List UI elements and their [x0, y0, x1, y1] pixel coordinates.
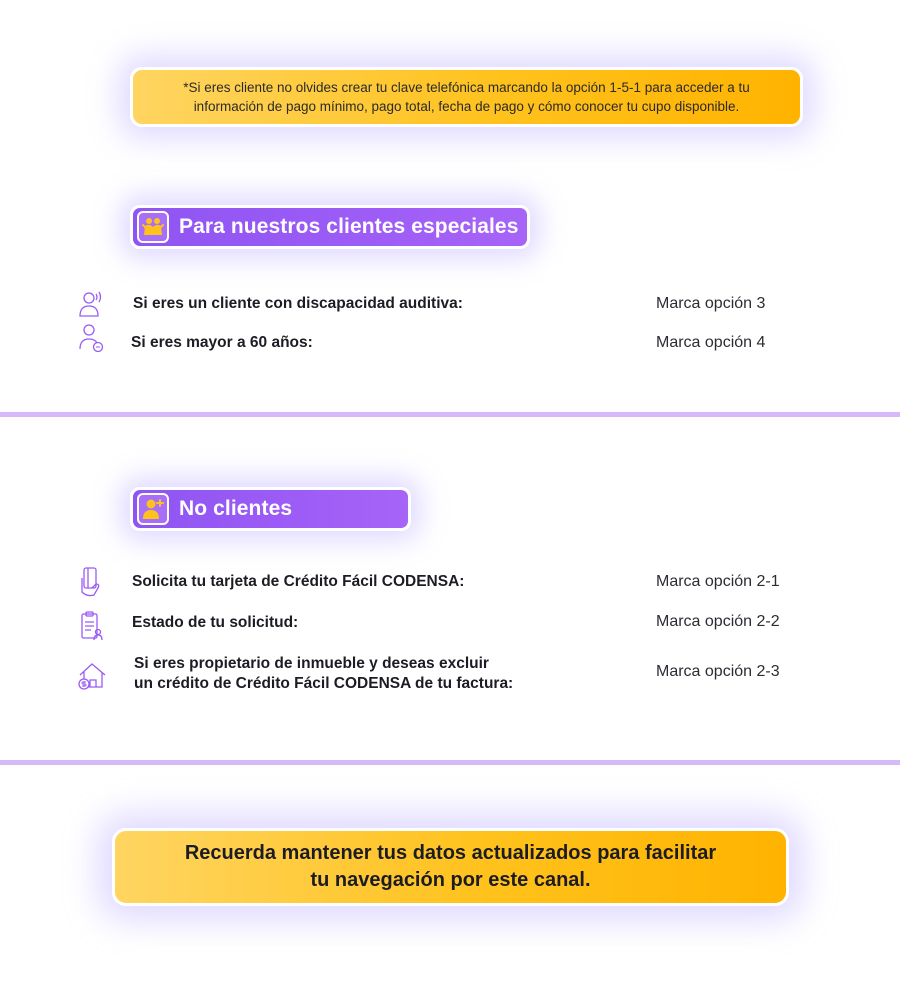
list-item-value: Marca opción 4 — [656, 334, 766, 351]
notice-line-2: información de pago mínimo, pago total, fecha de pago y cómo conocer tu cupo disponible. — [193, 99, 740, 114]
reminder-line-2: tu navegación por este canal. — [310, 869, 591, 891]
list-item-label-line-1: Si eres propietario de inmueble y deseas excluir — [134, 655, 489, 672]
list-item-label: Solicita tu tarjeta de Crédito Fácil CODENSA: — [132, 573, 465, 590]
list-item-value: Marca opción 2-2 — [656, 613, 780, 630]
list-item-value: Marca opción 2-3 — [656, 663, 780, 680]
section-divider — [0, 412, 900, 417]
list-item-value: Marca opción 2-1 — [656, 573, 780, 590]
list-item-label-line-2: un crédito de Crédito Fácil CODENSA de tu factura: — [134, 675, 514, 692]
special-clients-title: Para nuestros clientes especiales — [179, 215, 519, 238]
list-item — [0, 652, 900, 696]
list-item-label — [134, 654, 513, 694]
list-item — [0, 608, 900, 642]
section-divider — [0, 760, 900, 765]
list-item-label: Si eres mayor a 60 años: — [131, 334, 313, 351]
non-clients-title: No clientes — [179, 497, 293, 520]
add-user-icon — [137, 493, 169, 525]
special-clients-header — [130, 205, 530, 249]
list-item — [0, 290, 900, 320]
list-item-label: Si eres un cliente con discapacidad auditiva: — [133, 295, 463, 312]
list-item-value: Marca opción 3 — [656, 295, 766, 312]
list-item-label: Estado de tu solicitud: — [132, 614, 299, 631]
phone-key-notice — [130, 67, 803, 127]
card-hand-icon — [79, 566, 103, 603]
house-money-icon — [76, 660, 108, 697]
notice-line-1: *Si eres cliente no olvides crear tu clave telefónica marcando la opción 1-5-1 para acceder a tu — [183, 80, 750, 95]
hearing-user-icon — [78, 290, 104, 323]
list-item — [0, 322, 900, 354]
non-clients-header — [130, 487, 411, 531]
reminder-line-1: Recuerda mantener tus datos actualizados para facilitar — [184, 842, 717, 864]
update-data-reminder — [112, 828, 789, 906]
clipboard-user-icon — [80, 610, 104, 647]
people-hugging-icon — [137, 211, 169, 243]
senior-user-icon — [78, 322, 106, 357]
list-item — [0, 566, 900, 598]
